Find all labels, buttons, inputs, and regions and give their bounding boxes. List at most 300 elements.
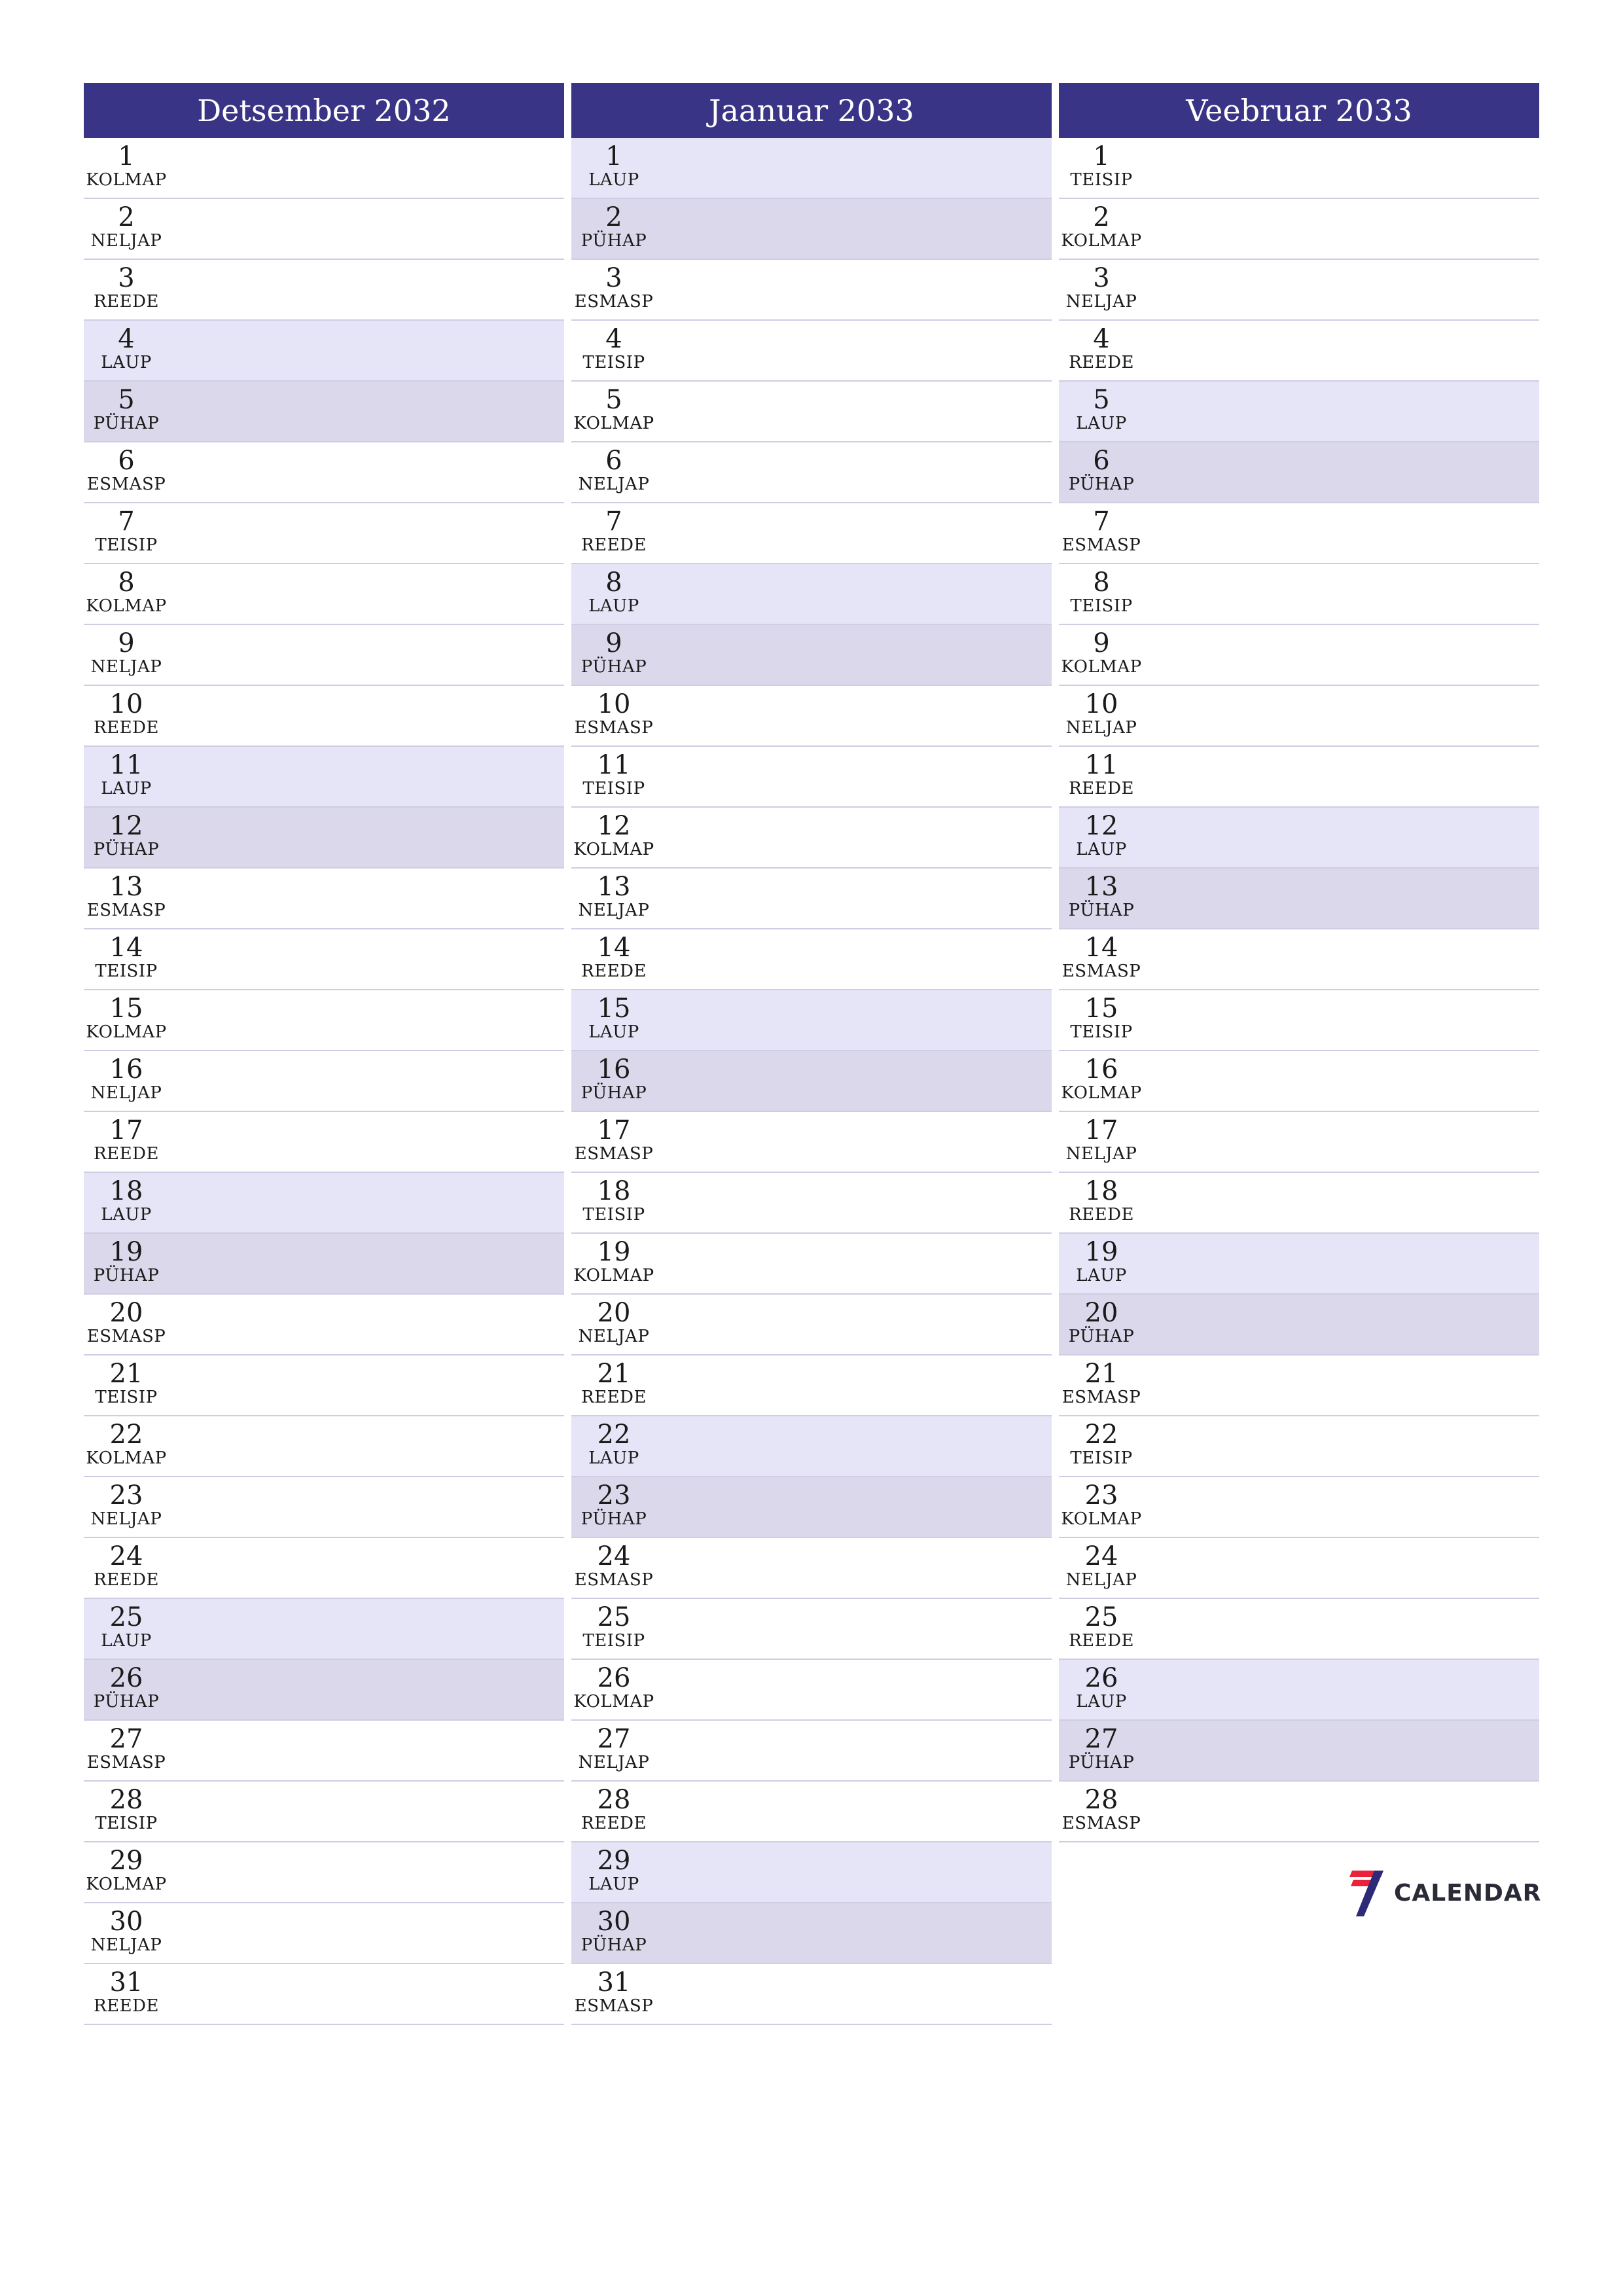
day-number: 24 (1084, 1541, 1118, 1571)
day-cell (571, 929, 656, 980)
weekday-name: PÜHAP (580, 1083, 647, 1103)
day-number: 16 (597, 1054, 631, 1085)
day-row (84, 1234, 564, 1295)
day-cell (1059, 1599, 1144, 1650)
day-number: 14 (109, 933, 143, 963)
weekday-name: KOLMAP (86, 1022, 167, 1042)
weekday-name: ESMASP (86, 1327, 166, 1346)
weekday-name: KOLMAP (86, 170, 167, 190)
day-row (571, 747, 1052, 808)
day-cell (84, 808, 169, 859)
day-number: 18 (597, 1176, 631, 1206)
weekday-name: KOLMAP (573, 414, 654, 433)
day-cell (84, 686, 169, 737)
day-number: 5 (605, 385, 622, 415)
day-number: 12 (109, 811, 143, 841)
day-row (84, 199, 564, 260)
weekday-name: ESMASP (574, 1996, 654, 2016)
day-cell (84, 1355, 169, 1407)
day-row (84, 808, 564, 869)
day-number: 28 (1084, 1785, 1118, 1815)
weekday-name: ESMASP (574, 1144, 654, 1164)
day-number: 11 (109, 750, 143, 780)
weekday-name: LAUP (588, 596, 639, 616)
day-row (84, 442, 564, 503)
day-row (1059, 1234, 1539, 1295)
weekday-name: REEDE (94, 1144, 159, 1164)
day-cell (84, 1112, 169, 1163)
day-cell (571, 1903, 656, 1954)
day-row (571, 503, 1052, 564)
weekday-name: ESMASP (1061, 961, 1141, 981)
day-cell (571, 1112, 656, 1163)
weekday-name: NELJAP (1065, 292, 1137, 312)
day-number: 10 (109, 689, 143, 719)
day-number: 1 (1093, 141, 1110, 171)
weekday-name: PÜHAP (580, 657, 647, 677)
day-cell (1059, 1234, 1144, 1285)
day-number: 13 (109, 872, 143, 902)
day-number: 24 (109, 1541, 143, 1571)
weekday-name: KOLMAP (573, 1692, 654, 1712)
day-row (571, 1842, 1052, 1903)
day-cell (1059, 503, 1144, 554)
day-cell (84, 1234, 169, 1285)
weekday-name: TEISIP (1070, 596, 1133, 616)
day-number: 12 (597, 811, 631, 841)
day-row (571, 990, 1052, 1051)
day-cell (1059, 1355, 1144, 1407)
day-number: 16 (1084, 1054, 1118, 1085)
day-row (1059, 1295, 1539, 1355)
day-cell (571, 1538, 656, 1589)
day-cell (571, 1660, 656, 1711)
day-row (1059, 138, 1539, 199)
day-cell (84, 1538, 169, 1589)
day-row (84, 138, 564, 199)
weekday-name: KOLMAP (1061, 1509, 1142, 1529)
day-cell (571, 503, 656, 554)
day-row (1059, 564, 1539, 625)
weekday-name: LAUP (588, 1874, 639, 1894)
day-row (84, 1355, 564, 1416)
day-cell (1059, 1416, 1144, 1467)
day-number: 31 (597, 1967, 631, 1998)
day-row (84, 564, 564, 625)
day-number: 7 (1093, 507, 1110, 537)
weekday-name: PÜHAP (93, 840, 160, 859)
day-row (84, 1903, 564, 1964)
day-number: 14 (1084, 933, 1118, 963)
day-row (571, 1964, 1052, 2025)
weekday-name: NELJAP (90, 1083, 162, 1103)
weekday-name: TEISIP (582, 353, 645, 372)
day-row (571, 321, 1052, 382)
day-number: 20 (1084, 1298, 1118, 1328)
day-number: 3 (118, 263, 135, 293)
day-row (84, 1660, 564, 1721)
weekday-name: PÜHAP (1068, 1753, 1135, 1772)
day-number: 1 (118, 141, 135, 171)
weekday-name: LAUP (101, 779, 152, 798)
weekday-name: LAUP (101, 353, 152, 372)
month-january-2033 (571, 83, 1052, 2025)
day-row (1059, 625, 1539, 686)
weekday-name: REEDE (94, 292, 159, 312)
day-number: 15 (1084, 994, 1118, 1024)
day-row (571, 260, 1052, 321)
day-number: 22 (109, 1420, 143, 1450)
day-number: 9 (1093, 628, 1110, 658)
weekday-name: NELJAP (578, 475, 650, 494)
weekday-name: TEISIP (1070, 1448, 1133, 1468)
day-number: 28 (109, 1785, 143, 1815)
day-cell (1059, 1173, 1144, 1224)
day-row (1059, 990, 1539, 1051)
day-number: 2 (118, 202, 135, 232)
day-row (1059, 1538, 1539, 1599)
day-cell (84, 1660, 169, 1711)
day-row (84, 1782, 564, 1842)
weekday-name: PÜHAP (1068, 901, 1135, 920)
day-number: 5 (118, 385, 135, 415)
day-row (84, 260, 564, 321)
day-number: 17 (1084, 1115, 1118, 1145)
day-row (571, 929, 1052, 990)
weekday-name: ESMASP (86, 475, 166, 494)
weekday-name: NELJAP (1065, 1144, 1137, 1164)
day-cell (571, 1355, 656, 1407)
day-cell (1059, 321, 1144, 372)
day-cell (571, 1721, 656, 1772)
day-row (84, 1721, 564, 1782)
day-cell (84, 1173, 169, 1224)
day-cell (84, 929, 169, 980)
day-number: 25 (1084, 1602, 1118, 1632)
day-cell (1059, 869, 1144, 920)
day-number: 23 (1084, 1480, 1118, 1511)
day-number: 20 (109, 1298, 143, 1328)
day-row (1059, 1355, 1539, 1416)
weekday-name: NELJAP (578, 1753, 650, 1772)
day-row (1059, 808, 1539, 869)
weekday-name: TEISIP (95, 961, 158, 981)
day-row (84, 1416, 564, 1477)
day-number: 22 (1084, 1420, 1118, 1450)
month-title: Veebruar 2033 (1059, 83, 1539, 138)
day-cell (1059, 1721, 1144, 1772)
weekday-name: LAUP (588, 1448, 639, 1468)
weekday-name: PÜHAP (93, 414, 160, 433)
day-cell (571, 1842, 656, 1893)
day-cell (84, 1477, 169, 1528)
day-number: 23 (109, 1480, 143, 1511)
day-cell (84, 321, 169, 372)
day-number: 31 (109, 1967, 143, 1998)
day-row (571, 1903, 1052, 1964)
weekday-name: REEDE (1069, 353, 1134, 372)
weekday-name: REEDE (1069, 779, 1134, 798)
day-number: 27 (1084, 1724, 1118, 1754)
month-title: Jaanuar 2033 (571, 83, 1052, 138)
day-list (571, 138, 1052, 2025)
weekday-name: LAUP (588, 1022, 639, 1042)
day-row (84, 1295, 564, 1355)
day-cell (571, 138, 656, 189)
weekday-name: REEDE (581, 1388, 647, 1407)
day-number: 14 (597, 933, 631, 963)
day-row (84, 686, 564, 747)
day-number: 6 (1093, 446, 1110, 476)
day-row (1059, 1051, 1539, 1112)
weekday-name: NELJAP (1065, 718, 1137, 738)
day-row (1059, 1599, 1539, 1660)
weekday-name: KOLMAP (86, 1448, 167, 1468)
day-row (571, 1355, 1052, 1416)
day-list (1059, 138, 1539, 1842)
day-cell (84, 1842, 169, 1893)
day-row (1059, 260, 1539, 321)
weekday-name: TEISIP (95, 1814, 158, 1833)
day-row (1059, 321, 1539, 382)
day-number: 26 (109, 1663, 143, 1693)
day-cell (571, 625, 656, 676)
day-cell (1059, 1782, 1144, 1833)
day-number: 16 (109, 1054, 143, 1085)
weekday-name: NELJAP (578, 1327, 650, 1346)
day-number: 7 (118, 507, 135, 537)
day-row (1059, 1416, 1539, 1477)
day-row (571, 382, 1052, 442)
weekday-name: LAUP (1076, 414, 1127, 433)
weekday-name: TEISIP (95, 535, 158, 555)
day-cell (1059, 199, 1144, 250)
day-number: 13 (597, 872, 631, 902)
day-number: 6 (605, 446, 622, 476)
day-number: 4 (605, 324, 622, 354)
day-cell (84, 138, 169, 189)
day-cell (84, 1416, 169, 1467)
day-cell (571, 1782, 656, 1833)
day-cell (1059, 990, 1144, 1041)
day-row (84, 869, 564, 929)
weekday-name: TEISIP (95, 1388, 158, 1407)
day-row (84, 1112, 564, 1173)
day-cell (571, 1295, 656, 1346)
day-number: 21 (109, 1359, 143, 1389)
day-cell (1059, 625, 1144, 676)
day-cell (1059, 382, 1144, 433)
day-number: 4 (1093, 324, 1110, 354)
day-number: 9 (605, 628, 622, 658)
weekday-name: NELJAP (90, 231, 162, 251)
day-row (1059, 442, 1539, 503)
weekday-name: REEDE (581, 961, 647, 981)
day-row (571, 442, 1052, 503)
day-cell (84, 199, 169, 250)
day-number: 7 (605, 507, 622, 537)
weekday-name: PÜHAP (580, 231, 647, 251)
day-row (571, 1112, 1052, 1173)
weekday-name: REEDE (94, 1570, 159, 1590)
day-number: 8 (605, 567, 622, 598)
day-cell (1059, 1660, 1144, 1711)
day-cell (1059, 1295, 1144, 1346)
day-row (1059, 1660, 1539, 1721)
day-row (1059, 686, 1539, 747)
day-row (1059, 503, 1539, 564)
day-number: 19 (597, 1237, 631, 1267)
day-cell (1059, 260, 1144, 311)
month-february-2033 (1059, 83, 1539, 1842)
weekday-name: KOLMAP (86, 596, 167, 616)
day-cell (84, 382, 169, 433)
day-number: 18 (1084, 1176, 1118, 1206)
day-row (1059, 1112, 1539, 1173)
day-row (84, 990, 564, 1051)
day-row (84, 747, 564, 808)
day-row (1059, 929, 1539, 990)
day-row (571, 1173, 1052, 1234)
day-number: 15 (597, 994, 631, 1024)
day-number: 19 (109, 1237, 143, 1267)
day-number: 22 (597, 1420, 631, 1450)
day-number: 27 (597, 1724, 631, 1754)
day-number: 23 (597, 1480, 631, 1511)
day-row (1059, 1173, 1539, 1234)
day-row (84, 1173, 564, 1234)
day-cell (1059, 564, 1144, 615)
day-number: 21 (597, 1359, 631, 1389)
day-row (571, 808, 1052, 869)
weekday-name: KOLMAP (1061, 231, 1142, 251)
day-number: 4 (118, 324, 135, 354)
day-number: 10 (1084, 689, 1118, 719)
day-number: 13 (1084, 872, 1118, 902)
weekday-name: LAUP (1076, 840, 1127, 859)
day-number: 2 (605, 202, 622, 232)
day-row (571, 1416, 1052, 1477)
day-row (84, 1842, 564, 1903)
day-cell (84, 442, 169, 493)
day-row (1059, 1721, 1539, 1782)
weekday-name: ESMASP (86, 901, 166, 920)
day-number: 30 (109, 1907, 143, 1937)
day-cell (571, 1964, 656, 2015)
day-row (1059, 199, 1539, 260)
day-number: 29 (109, 1846, 143, 1876)
weekday-name: KOLMAP (573, 840, 654, 859)
day-number: 8 (118, 567, 135, 598)
day-cell (571, 321, 656, 372)
month-december-2032 (84, 83, 564, 2025)
day-cell (84, 990, 169, 1041)
weekday-name: REEDE (94, 1996, 159, 2016)
day-cell (1059, 1051, 1144, 1102)
day-row (571, 1295, 1052, 1355)
weekday-name: REEDE (581, 1814, 647, 1833)
day-number: 20 (597, 1298, 631, 1328)
weekday-name: ESMASP (574, 1570, 654, 1590)
weekday-name: NELJAP (90, 657, 162, 677)
day-row (84, 625, 564, 686)
day-number: 28 (597, 1785, 631, 1815)
day-row (1059, 1477, 1539, 1538)
day-cell (571, 1234, 656, 1285)
day-row (1059, 747, 1539, 808)
day-number: 25 (597, 1602, 631, 1632)
day-cell (1059, 1477, 1144, 1528)
weekday-name: PÜHAP (93, 1266, 160, 1285)
day-row (84, 1051, 564, 1112)
weekday-name: PÜHAP (1068, 475, 1135, 494)
day-cell (1059, 686, 1144, 737)
day-number: 11 (1084, 750, 1118, 780)
day-number: 6 (118, 446, 135, 476)
day-cell (84, 260, 169, 311)
day-cell (1059, 138, 1144, 189)
day-number: 21 (1084, 1359, 1118, 1389)
day-row (84, 1477, 564, 1538)
weekday-name: ESMASP (1061, 535, 1141, 555)
day-row (571, 1234, 1052, 1295)
weekday-name: REEDE (94, 718, 159, 738)
weekday-name: NELJAP (90, 1935, 162, 1955)
day-row (571, 1051, 1052, 1112)
day-row (571, 1599, 1052, 1660)
day-cell (1059, 1112, 1144, 1163)
weekday-name: KOLMAP (86, 1874, 167, 1894)
day-number: 8 (1093, 567, 1110, 598)
weekday-name: ESMASP (574, 292, 654, 312)
day-cell (571, 382, 656, 433)
day-row (84, 1964, 564, 2025)
weekday-name: KOLMAP (1061, 1083, 1142, 1103)
day-cell (1059, 747, 1144, 798)
day-row (1059, 1782, 1539, 1842)
day-row (84, 1538, 564, 1599)
day-number: 3 (605, 263, 622, 293)
weekday-name: NELJAP (90, 1509, 162, 1529)
day-number: 5 (1093, 385, 1110, 415)
logo-text: CALENDAR (1394, 1880, 1542, 1907)
day-list (84, 138, 564, 2025)
calendar-logo (1348, 1867, 1558, 1919)
day-cell (571, 260, 656, 311)
day-row (571, 1477, 1052, 1538)
day-number: 25 (109, 1602, 143, 1632)
day-number: 30 (597, 1907, 631, 1937)
weekday-name: ESMASP (86, 1753, 166, 1772)
day-cell (571, 747, 656, 798)
day-cell (571, 442, 656, 493)
day-cell (84, 1903, 169, 1954)
day-cell (84, 1782, 169, 1833)
day-cell (84, 1964, 169, 2015)
month-title: Detsember 2032 (84, 83, 564, 138)
weekday-name: NELJAP (1065, 1570, 1137, 1590)
day-cell (84, 1051, 169, 1102)
weekday-name: TEISIP (582, 1205, 645, 1225)
day-cell (1059, 929, 1144, 980)
day-number: 3 (1093, 263, 1110, 293)
day-row (84, 503, 564, 564)
day-number: 17 (597, 1115, 631, 1145)
day-cell (84, 1599, 169, 1650)
day-number: 15 (109, 994, 143, 1024)
day-cell (571, 199, 656, 250)
day-cell (84, 747, 169, 798)
